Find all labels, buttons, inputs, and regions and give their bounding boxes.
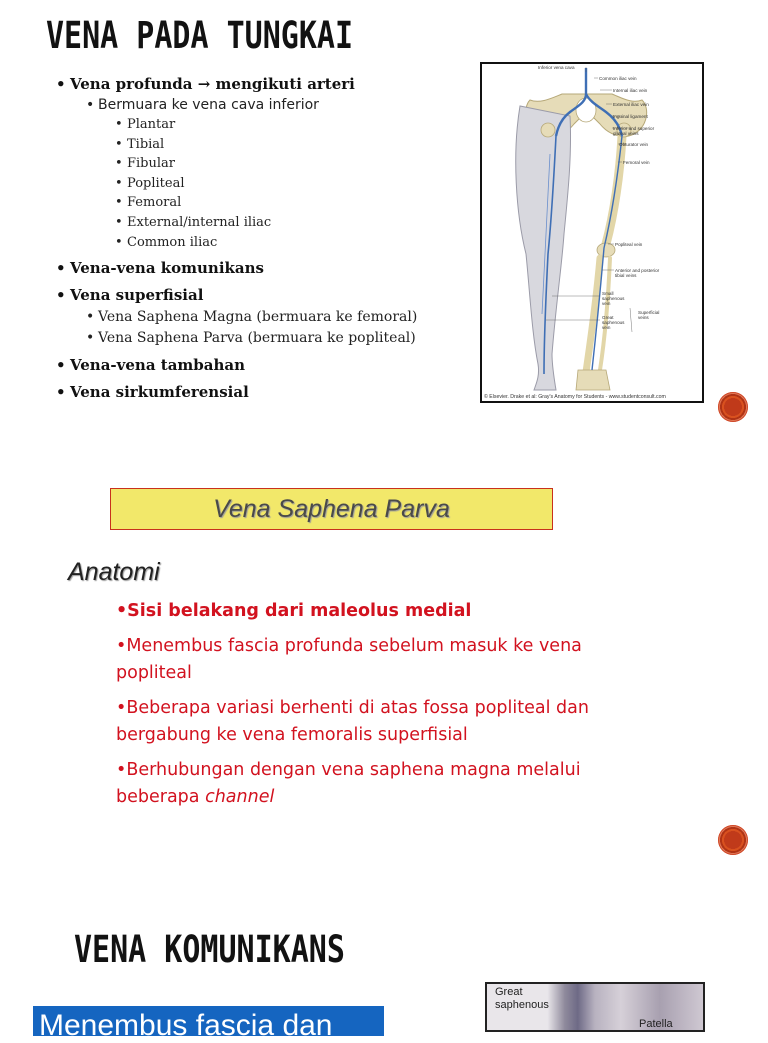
sub-bullet-bermuara: • Bermuara ke vena cava inferior [56, 95, 476, 115]
figure-label: Inferior and superior [613, 126, 655, 131]
list-item: •Beberapa variasi berhenti di atas fossa popliteal dan bergabung ke vena femoralis superfisial [116, 698, 589, 745]
photo-label: Great [495, 986, 523, 998]
photo-label: Patella [639, 1018, 673, 1030]
photo-label: saphenous [495, 999, 549, 1011]
list-item: • External/internal iliac [56, 213, 476, 233]
bullet-vena-tambahan: • Vena-vena tambahan [56, 355, 476, 375]
italic-term: channel [205, 787, 275, 807]
figure-label: saphenous [602, 296, 625, 301]
figure-label: Common iliac vein [599, 76, 637, 81]
figure-label: Popliteal vein [615, 242, 643, 247]
bullet-list [56, 74, 476, 409]
figure-label: Inferior vena cava [538, 65, 575, 70]
bullet-vena-komunikans: • Vena-vena komunikans [56, 258, 476, 278]
slide-vena-komunikans [0, 910, 768, 1042]
figure-label: vein [602, 301, 611, 306]
list-item-text: •Berhubungan dengan vena saphena magna melalui beberapa [116, 760, 581, 807]
leg-photo [485, 982, 705, 1032]
figure-label: veins [638, 315, 649, 320]
list-item: • Femoral [56, 193, 476, 213]
figure-label: Obturator vein [619, 142, 649, 147]
figure-label: Great [602, 315, 614, 320]
figure-label: Inguinal ligament [613, 114, 648, 119]
figure-label: Internal iliac vein [613, 88, 648, 93]
figure-label: Superficial [638, 310, 660, 315]
list-item [116, 757, 586, 811]
figure-label: External iliac vein [613, 102, 649, 107]
list-item: •Menembus fascia profunda sebelum masuk ke vena popliteal [116, 636, 582, 683]
subtitle-text: Vena Saphena Parva [213, 494, 450, 523]
figure-label: Small [602, 291, 614, 296]
sub-bullet-saphena-magna: • Vena Saphena Magna (bermuara ke femoral) [56, 307, 476, 328]
figure-label: Femoral vein [623, 160, 650, 165]
list-item: • Popliteal [56, 174, 476, 194]
figure-label: saphenous [602, 320, 625, 325]
banner-text: Menembus fascia dan [39, 1009, 333, 1042]
blue-banner [33, 1006, 384, 1042]
list-item: •Sisi belakang dari maleolus medial [116, 601, 472, 621]
sub-bullet-saphena-parva: • Vena Saphena Parva (bermuara ke popliteal) [56, 328, 476, 349]
bullet-vena-sirkumferensial: • Vena sirkumferensial [56, 382, 476, 402]
list-item: • Common iliac [56, 233, 476, 253]
next-slide-button[interactable] [718, 825, 748, 855]
slide-title: VENA KOMUNIKANS [74, 928, 345, 972]
list-item: • Tibial [56, 135, 476, 155]
anatomy-points [116, 598, 646, 819]
figure-label: gluteal veins [613, 131, 639, 136]
bullet-vena-superfisial: • Vena superfisial [56, 285, 476, 305]
slide-title: VENA PADA TUNGKAI [46, 14, 354, 58]
list-item: • Plantar [56, 115, 476, 135]
figure-credit: © Elsevier. Drake et al: Gray's Anatomy for Students - www.studentconsult.com [484, 394, 666, 400]
figure-label: Anterior and posterior [615, 268, 660, 273]
leg-veins-illustration [482, 64, 702, 401]
slide-vena-saphena-parva [0, 462, 768, 882]
slide-vena-pada-tungkai [0, 0, 768, 430]
bullet-vena-profunda: • Vena profunda → mengikuti arteri [56, 74, 476, 94]
leg-veins-figure [480, 62, 704, 403]
list-item: • Fibular [56, 154, 476, 174]
section-heading: Anatomi [68, 558, 160, 586]
next-slide-button[interactable] [718, 392, 748, 422]
figure-label: vein [602, 325, 611, 330]
subtitle-banner [110, 488, 553, 530]
figure-label: tibial veins [615, 273, 637, 278]
